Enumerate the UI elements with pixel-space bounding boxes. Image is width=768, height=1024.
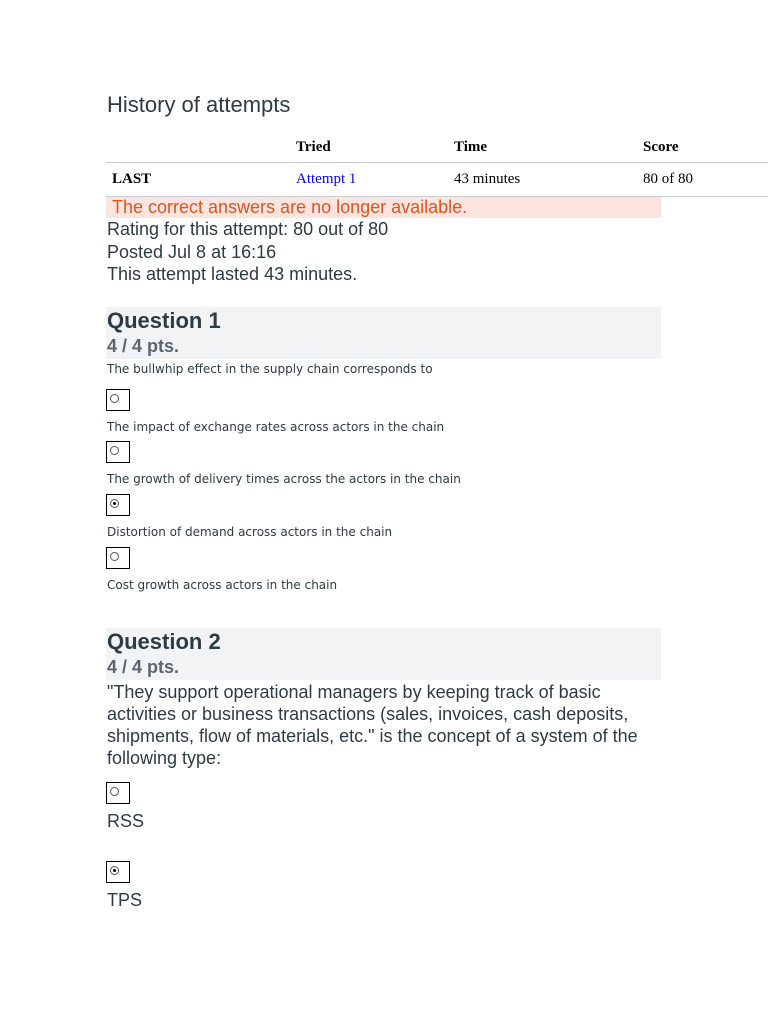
radio-circle-icon: [110, 787, 119, 796]
attempt-score: 80 of 80: [643, 163, 768, 197]
option-radio-4[interactable]: [106, 547, 130, 569]
history-title: History of attempts: [107, 92, 291, 117]
attempt-posted: Posted Jul 8 at 16:16: [107, 242, 277, 262]
question-1-points: 4 / 4 pts.: [107, 336, 180, 356]
option-radio-tps[interactable]: [106, 861, 130, 883]
question-2-text: "They support operational managers by keeping track of basic activities or business transactions (sales, invoices, cash deposits, shipments, flow of materials, etc." is the concept of a system of the following type:: [107, 682, 638, 768]
question-2-points: 4 / 4 pts.: [107, 657, 180, 677]
attempt-time: 43 minutes: [454, 163, 643, 197]
column-header-label: [106, 132, 296, 163]
option-label-4: Cost growth across actors in the chain: [107, 578, 338, 592]
radio-circle-icon: [110, 446, 119, 455]
column-header-score: Score: [643, 132, 768, 163]
attempt-label: LAST: [106, 163, 296, 197]
option-radio-2[interactable]: [106, 441, 130, 463]
option-label-2: The growth of delivery times across the actors in the chain: [107, 472, 461, 486]
attempt-cell: [296, 163, 454, 197]
attempts-table: [106, 132, 768, 197]
option-radio-rss[interactable]: [106, 782, 130, 804]
attempt-rating: Rating for this attempt: 80 out of 80: [107, 219, 389, 239]
answers-unavailable-notice: The correct answers are no longer available.: [106, 197, 661, 218]
table-row: [106, 163, 768, 197]
attempt-duration: This attempt lasted 43 minutes.: [107, 264, 358, 284]
column-header-time: Time: [454, 132, 643, 163]
option-radio-3[interactable]: [106, 494, 130, 516]
question-2-header: [106, 628, 661, 680]
option-label-1: The impact of exchange rates across actors in the chain: [107, 420, 445, 434]
radio-circle-icon: [110, 394, 119, 403]
column-header-tried: Tried: [296, 132, 454, 163]
question-2-title: Question 2: [107, 629, 221, 654]
question-1-title: Question 1: [107, 308, 221, 333]
question-1-text: The bullwhip effect in the supply chain corresponds to: [107, 362, 433, 376]
attempts-header-row: [106, 132, 768, 163]
radio-circle-icon: [110, 552, 119, 561]
question-1-header: [106, 307, 661, 359]
option-radio-1[interactable]: [106, 389, 130, 411]
option-label-3: Distortion of demand across actors in the chain: [107, 525, 393, 539]
option-label-rss: RSS: [107, 811, 145, 831]
option-label-tps: TPS: [107, 890, 143, 910]
radio-selected-icon: [110, 499, 119, 508]
radio-selected-icon: [110, 866, 119, 875]
attempt-link[interactable]: Attempt 1: [296, 171, 357, 187]
